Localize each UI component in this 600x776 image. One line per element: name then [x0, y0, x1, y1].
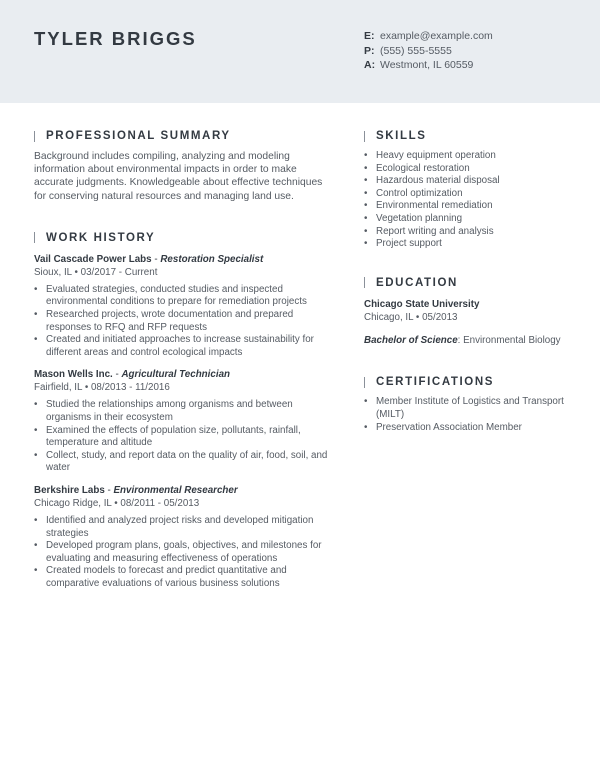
- summary-text: Background includes compiling, analyzing and modeling information about environmental impacts in order to make accurate judgments. Knowledgeable about effective techniques for conserving natural resources and managing land use.: [34, 151, 323, 202]
- skills-list: [364, 150, 569, 251]
- section-divider: [364, 277, 365, 288]
- section-divider: [364, 131, 365, 142]
- list-item: • Ecological restoration: [364, 163, 569, 176]
- job-bullets: [34, 399, 334, 475]
- job-bullets: [34, 515, 334, 591]
- section-title-text: EDUCATION: [376, 276, 458, 289]
- degree-name: Bachelor of Science: [364, 334, 458, 346]
- section-title: [34, 130, 334, 142]
- section-divider: [364, 377, 365, 388]
- list-item: • Evaluated strategies, conducted studies and inspected environmental conditions to prepare for remediation projects: [34, 284, 334, 309]
- job-dates: 08/2011 - 05/2013: [120, 497, 200, 509]
- phone-label: P:: [364, 44, 375, 57]
- list-item: • Preservation Association Member: [364, 422, 569, 435]
- list-item: • Created models to forecast and predict quantitative and comparative evaluations of various business solutions: [34, 565, 334, 590]
- education-dot: •: [413, 311, 423, 323]
- job-separator: -: [112, 369, 122, 381]
- job-meta: [34, 381, 334, 394]
- section-divider: [34, 131, 35, 142]
- degree-field: : Environmental Biology: [457, 334, 561, 346]
- section-title: [364, 277, 569, 289]
- contact-info: [364, 29, 493, 73]
- list-item: • Collect, study, and report data on the quality of air, food, soil, and water: [34, 450, 334, 475]
- list-item: • Control optimization: [364, 188, 569, 201]
- education-school: Chicago State University: [364, 298, 480, 310]
- job-location: Fairfield, IL: [34, 382, 83, 394]
- education-section: [364, 277, 569, 348]
- job-entry: [34, 368, 334, 475]
- skills-section: [364, 130, 569, 251]
- job-role: Restoration Specialist: [160, 253, 264, 265]
- education-date: 05/2013: [422, 311, 458, 323]
- job-meta: [34, 266, 334, 279]
- email-value: example@example.com: [380, 30, 493, 42]
- job-meta: [34, 497, 334, 510]
- job-dot: •: [111, 497, 121, 509]
- job-entry: [34, 253, 334, 360]
- job-separator: -: [104, 484, 114, 496]
- work-history-section: [34, 232, 334, 591]
- contact-phone: [364, 44, 493, 59]
- list-item: • Heavy equipment operation: [364, 150, 569, 163]
- education-degree: [364, 335, 569, 348]
- section-title-text: PROFESSIONAL SUMMARY: [46, 130, 231, 142]
- section-title-text: CERTIFICATIONS: [376, 376, 495, 389]
- section-title: [364, 376, 569, 388]
- left-column: [34, 130, 334, 591]
- job-dates: 08/2013 - 11/2016: [90, 382, 170, 394]
- job-location: Sioux, IL: [34, 266, 72, 278]
- section-divider: [34, 232, 35, 243]
- professional-summary-section: [34, 130, 334, 203]
- job-heading: [34, 253, 334, 266]
- address-label: A:: [364, 59, 376, 71]
- list-item: • Created and initiated approaches to increase sustainability for different areas and control ecological impacts: [34, 334, 334, 359]
- resume-header: [0, 0, 600, 103]
- education-location: Chicago, IL: [364, 311, 414, 323]
- job-dates: 03/2017 - Current: [80, 266, 158, 278]
- job-role: Agricultural Technician: [121, 369, 230, 381]
- job-bullets: [34, 284, 334, 360]
- section-title: [364, 130, 569, 142]
- phone-value: (555) 555-5555: [380, 44, 452, 57]
- candidate-name: TYLER BRIGGS: [34, 28, 197, 49]
- list-item: • Report writing and analysis: [364, 226, 569, 239]
- list-item: • Developed program plans, goals, objectives, and milestones for evaluating and measuring effectiveness of operations: [34, 540, 334, 565]
- job-dot: •: [71, 266, 81, 278]
- job-dot: •: [82, 382, 91, 394]
- job-company: Berkshire Labs: [34, 484, 105, 496]
- job-separator: -: [151, 253, 161, 265]
- email-label: E:: [364, 30, 375, 42]
- list-item: • Researched projects, wrote documentation and prepared responses to RFQ and RFP requests: [34, 309, 334, 334]
- list-item: • Member Institute of Logistics and Transport (MILT): [364, 396, 569, 421]
- job-location: Chicago Ridge, IL: [34, 497, 112, 509]
- list-item: • Environmental remediation: [364, 200, 569, 213]
- job-heading: [34, 484, 334, 497]
- list-item: • Project support: [364, 238, 569, 251]
- contact-email: [364, 29, 493, 44]
- list-item: • Studied the relationships among organisms and between organisms in their ecosystem: [34, 399, 334, 424]
- certifications-list: [364, 396, 569, 434]
- right-column: [364, 130, 569, 434]
- job-company: Mason Wells Inc.: [34, 369, 113, 381]
- education-meta: [364, 311, 569, 324]
- address-value: Westmont, IL 60559: [380, 59, 474, 71]
- certifications-section: [364, 376, 569, 434]
- list-item: • Vegetation planning: [364, 213, 569, 226]
- job-company: Vail Cascade Power Labs: [34, 253, 152, 265]
- job-heading: [34, 368, 334, 381]
- contact-address: [364, 58, 493, 73]
- list-item: • Identified and analyzed project risks and developed mitigation strategies: [34, 515, 334, 540]
- list-item: • Hazardous material disposal: [364, 175, 569, 188]
- section-title-text: WORK HISTORY: [46, 231, 156, 244]
- section-title-text: SKILLS: [376, 130, 427, 142]
- job-role: Environmental Researcher: [113, 484, 238, 496]
- list-item: • Examined the effects of population size, pollutants, rainfall, temperature and altitude: [34, 425, 334, 450]
- section-title: [34, 232, 334, 244]
- job-entry: [34, 484, 334, 591]
